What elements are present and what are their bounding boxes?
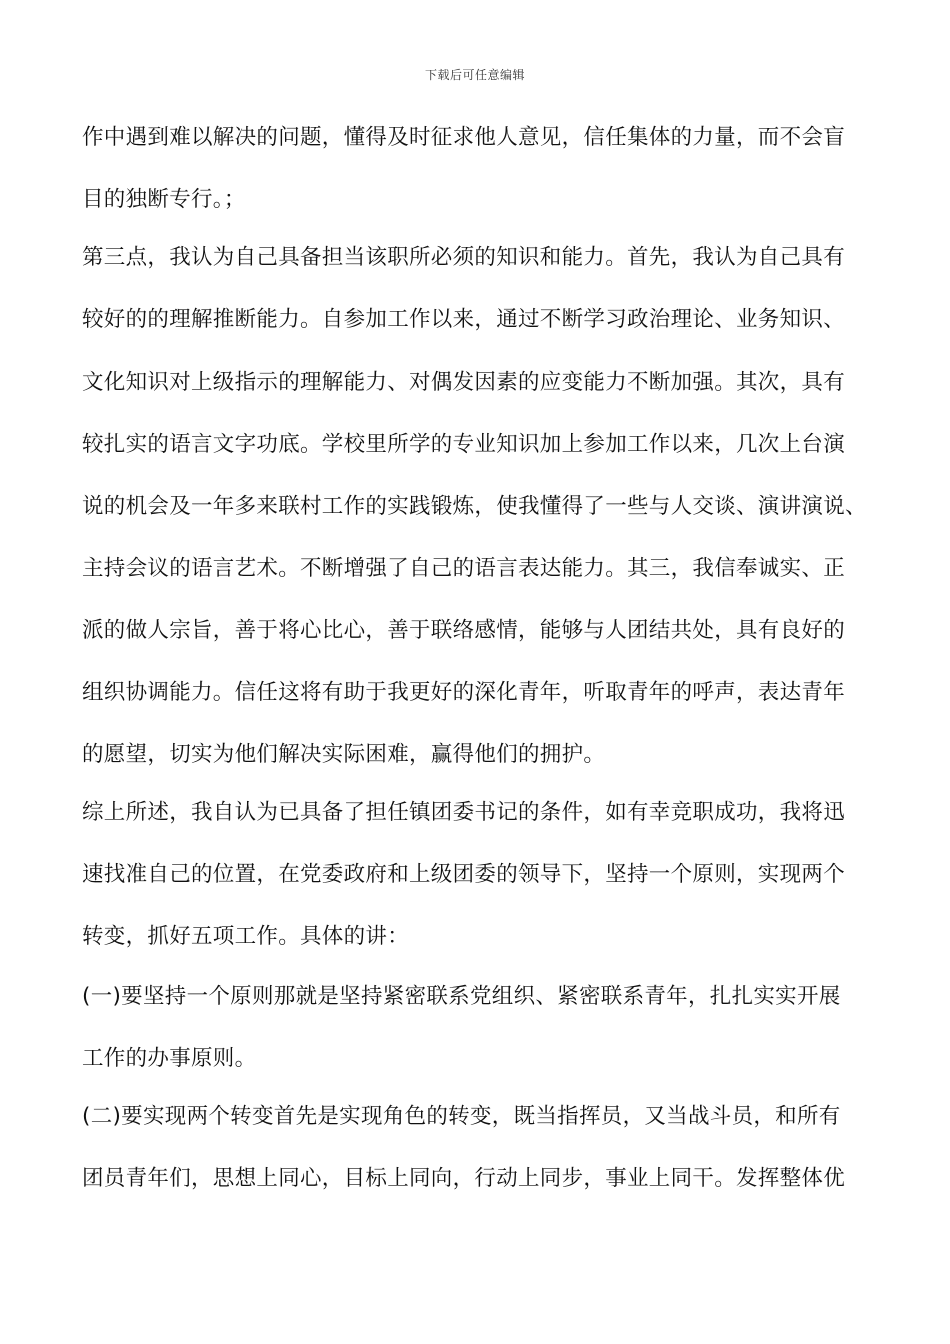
text-line: 主持会议的语言艺术。不断增强了自己的语言表达能力。其三，我信奉诚实、正 [82, 556, 846, 581]
text-line: 组织协调能力。信任这将有助于我更好的深化青年，听取青年的呼声，表达青年 [82, 680, 846, 705]
text-line: 第三点，我认为自己具备担当该职所必须的知识和能力。首先，我认为自己具有 [82, 245, 846, 270]
text-line: 较好的的理解推断能力。自参加工作以来，通过不断学习政治理论、业务知识、 [82, 307, 846, 332]
text-line: 说的机会及一年多来联村工作的实践锻炼，使我懂得了一些与人交谈、演讲演说、 [82, 494, 867, 519]
text-line: 文化知识对上级指示的理解能力、对偶发因素的应变能力不断加强。其次，具有 [82, 370, 846, 395]
text-line: 派的做人宗旨，善于将心比心，善于联络感情，能够与人团结共处，具有良好的 [82, 618, 846, 643]
text-line: 速找准自己的位置，在党委政府和上级团委的领导下，坚持一个原则，实现两个 [82, 862, 846, 887]
text-line: 综上所述，我自认为已具备了担任镇团委书记的条件，如有幸竞职成功，我将迅 [82, 800, 846, 825]
text-line: 工作的办事原则。 [82, 1046, 257, 1071]
text-line: 作中遇到难以解决的问题，懂得及时征求他人意见，信任集体的力量，而不会盲 [82, 125, 846, 150]
text-line: 转变，抓好五项工作。具体的讲： [82, 924, 410, 949]
header-note: 下载后可任意编辑 [424, 68, 525, 82]
text-line: 目的独断专行。； [82, 187, 246, 212]
text-line: (二)要实现两个转变首先是实现角色的转变，既当指挥员，又当战斗员，和所有 [82, 1104, 841, 1129]
text-line: 的愿望，切实为他们解决实际困难，赢得他们的拥护。 [82, 742, 606, 767]
text-line: (一)要坚持一个原则那就是坚持紧密联系党组织、紧密联系青年，扎扎实实开展 [82, 984, 841, 1009]
text-line: 较扎实的语言文字功底。学校里所学的专业知识加上参加工作以来，几次上台演 [82, 432, 846, 457]
text-line: 团员青年们，思想上同心，目标上同向，行动上同步，事业上同干。发挥整体优 [82, 1166, 846, 1191]
